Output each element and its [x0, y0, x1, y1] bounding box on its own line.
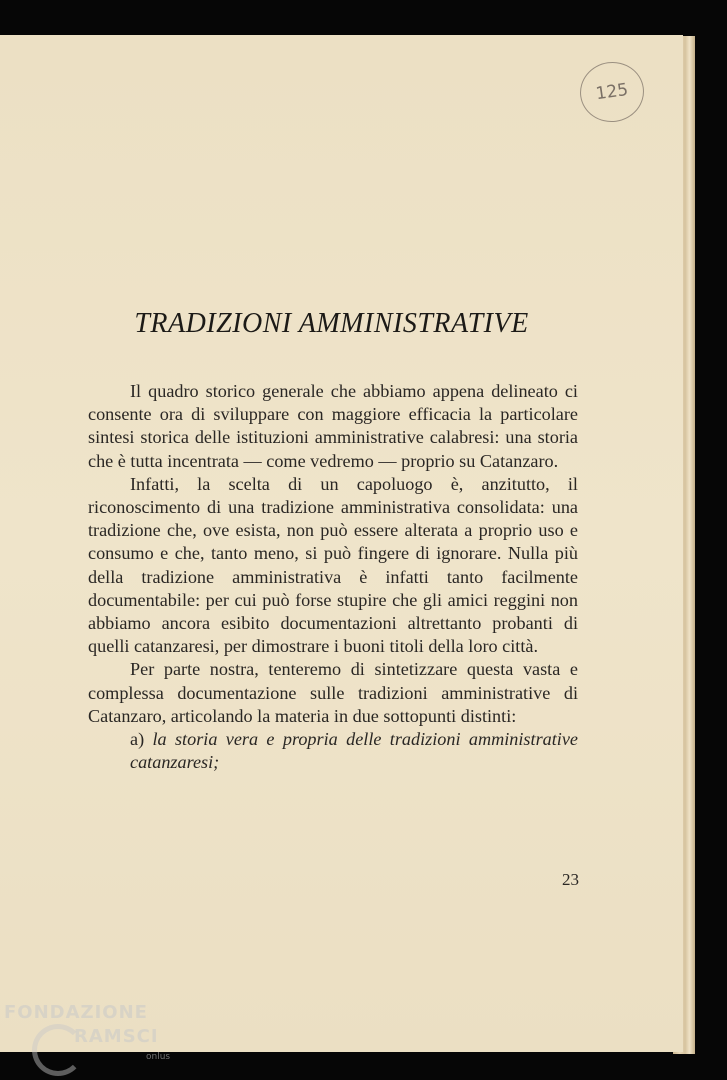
watermark-line1: FONDAZIONE — [4, 1002, 148, 1023]
archive-stamp: 125 — [576, 58, 648, 126]
body-text — [88, 380, 578, 774]
list-item — [88, 728, 578, 774]
list-item-label: a) — [130, 729, 145, 750]
watermark-line2: RAMSCI — [74, 1026, 159, 1047]
page-number: 23 — [562, 870, 579, 889]
paragraph-1: Il quadro storico generale che abbiamo appena delineato ci consente ora di sviluppare con maggiore efficacia la particolare sintesi storica delle istituzioni amministrative calabresi: una storia che è tutta incentrata — come vedremo — proprio su Catanzaro. — [88, 381, 578, 471]
chapter-title: TRADIZIONI AMMINISTRATIVE — [134, 308, 529, 339]
watermark-sub: onlus — [146, 1052, 171, 1062]
list-item-text: la storia vera e propria delle tradizioni amministrative catanzaresi; — [130, 729, 578, 773]
paragraph-3: Per parte nostra, tenteremo di sintetizzare questa vasta e complessa documentazione sulle tradizioni amministrative di Catanzaro, articolando la materia in due sottopunti distinti: — [88, 659, 578, 726]
paragraph-2: Infatti, la scelta di un capoluogo è, anzitutto, il riconoscimento di una tradizione amministrativa consolidata: una tradizione che, ove esista, non può essere alterata a proprio uso e consumo e che, tanto meno, si può fingere di ignorare. Nulla più della tradizione amministrativa è infatti tanto facilmente documentabile: per cui può forse stupire che gli amici reggini non abbiamo ancora esibito documentazioni altrettanto probanti di quelli catanzaresi, per dimostrare i buoni titoli della loro città. — [88, 473, 578, 657]
watermark — [4, 1002, 184, 1076]
